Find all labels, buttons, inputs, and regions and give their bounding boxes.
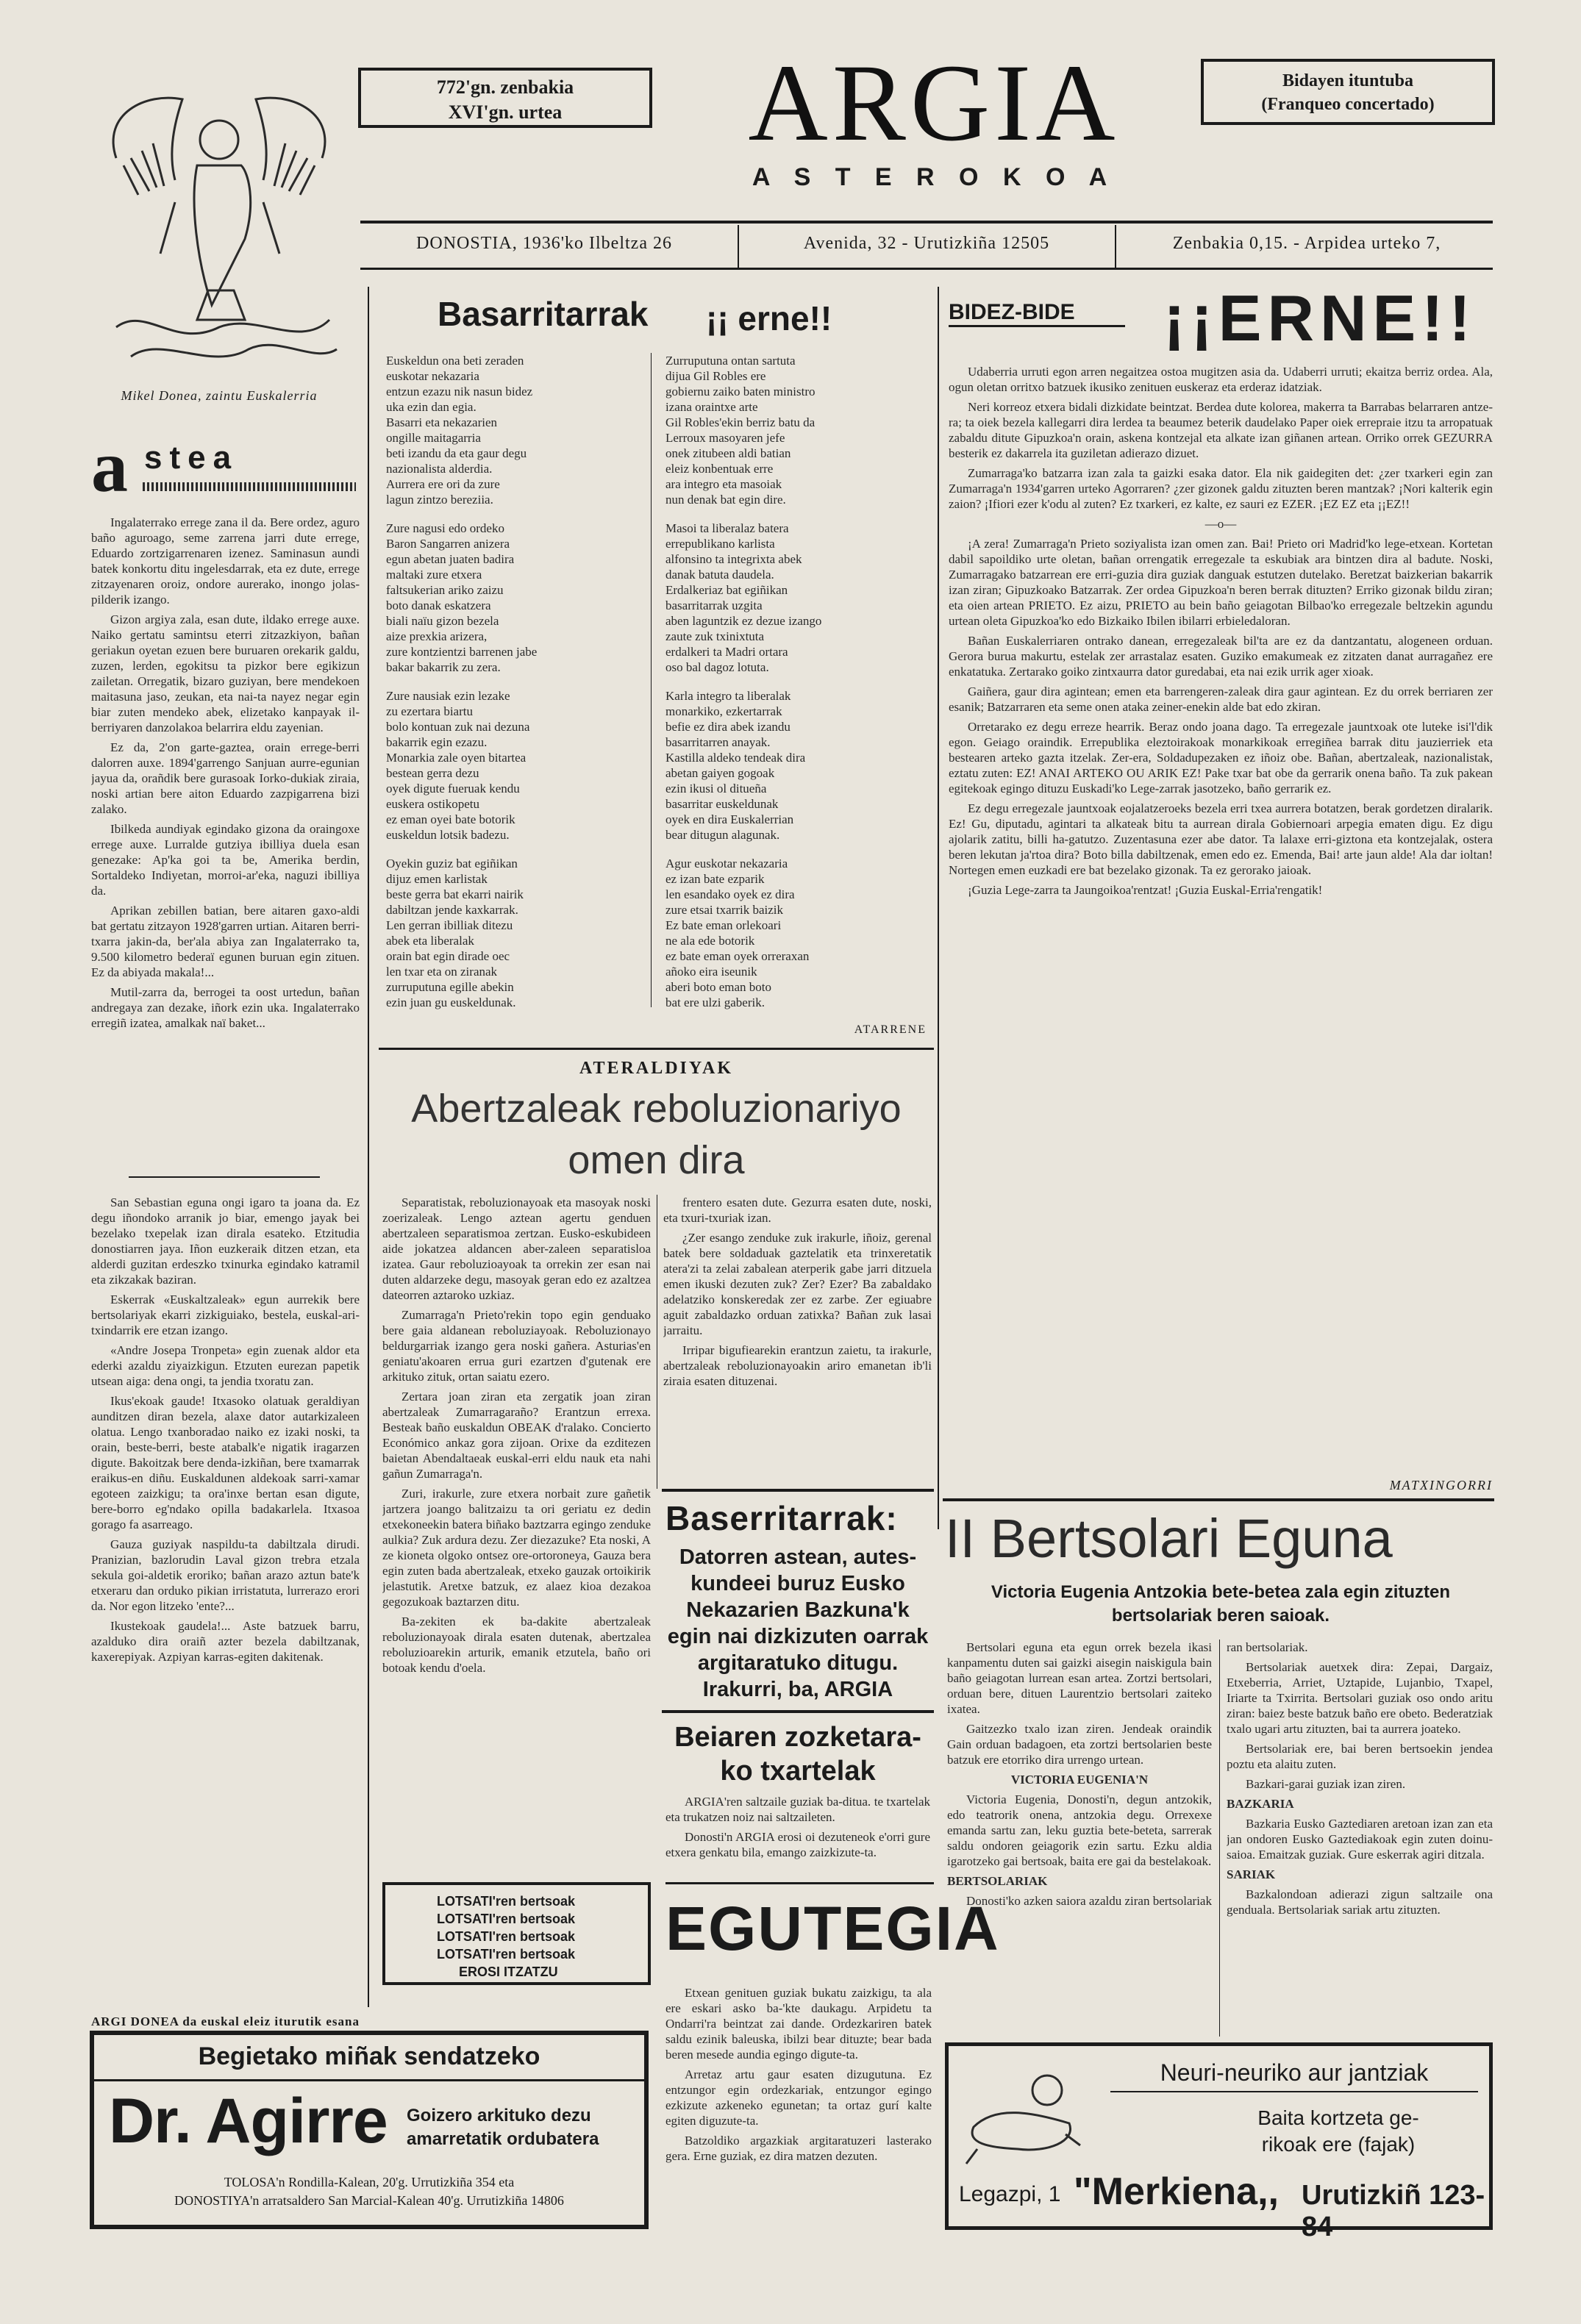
basarritarrak-headline [382, 294, 930, 346]
masthead-title: ARGIA [748, 42, 1120, 164]
dr-agirre-address-1: TOLOSA'n Rondilla-Kalean, 20'g. Urrutizkiña 354 eta [224, 2175, 515, 2189]
astea-heading-a: a [91, 426, 128, 507]
ateraldiyak-paragraph: Irripar bigufiearekin erantzun zaietu, ta irakurle, abertzaleak reboluzionayoakin ariro emanetan ib'li ziraia esaten dituzenai. [663, 1343, 932, 1388]
bidez-bide-paragraph: Udaberria urruti egon arren negaitzea ostoa mugitzen asia da. Udaberri urruti; ekaitza berriz ordea. Ala, ogun oletan orritxo batzuek ikusiko zenituen euskeraz eta erderaz idatziak. [949, 365, 1493, 394]
beiaren-headline: Beiaren zozketara-ko txartelak [674, 1722, 921, 1787]
bidez-bide-separator: —o— [1205, 517, 1237, 531]
ateraldiyak-paragraph: ¿Zer esango zenduke zuk irakurle, iñoiz, gerenal batek bere soldaduak gaztelatik eta trinxeretatik atera'zi ta zelai zabalean aterperik gabe jarri ditzuela emen ikuski dezuten zuk? Zer? Ezer? Ba zabaldako adelatziko konskeredak zer ez zarbe. Zer egiuabre aguit zabaldazko orduan zatixka? Bañan zuk lasai jarraitu. [663, 1231, 932, 1337]
bidez-bide-paragraph: Gaiñera, gaur dira agintean; emen eta barrengeren-zaleak dira gaur agintean. Ez du orrek berriaren zer esanik; Batzarraren eta seme onen ataka zeiner-enekin alde bat edo zkiran. [949, 684, 1493, 714]
postage-line-2: (Franqueo concertado) [1261, 95, 1435, 114]
issue-box [358, 68, 652, 128]
merkiena-address: Legazpi, 1 [959, 2182, 1061, 2206]
lotsatiren-line: LOTSATI'ren bertsoak [437, 1929, 575, 1944]
dateline-divider-2 [1115, 225, 1116, 268]
lotsatiren-line: LOTSATI'ren bertsoak [437, 1947, 575, 1962]
astea-heading [91, 426, 356, 507]
bertsolari-paragraph: Bertsolariak auetxek dira: Zepai, Dargaiz, Etxeberria, Arriet, Uztapide, Lujanbio, Txapel, Iriarte ta Txirrita. Bertsolari guziak oso ondo aritu ziran: baiez beste batzuk baño ere obeto. Bederatziak txalo ugari artu zituzten, bai ta aurrera joateko. [1227, 1660, 1493, 1736]
poem-stanza: Oyekin guziz bat egiñikan dijuz emen karlistak beste gerra bat ekarri nairik dabiltzan jende kaxkarrak. Len gerran ibilliak ditezu abek eta liberalak orain bat egin dirade oec len txar eta on ziranak zurruputuna egille abekin ezin juan gu euskeldunak. [386, 857, 524, 1009]
lotsatiren-line: EROSI ITZATZU [459, 1964, 558, 1979]
beiaren-paragraph: ARGIA'ren saltzaile guziak ba-ditua. te txartelak eta trukatzen noiz nai saltzaileten. [665, 1795, 930, 1824]
ateraldiyak-paragraph: Separatistak, reboluzionayoak eta masoyak noski zoerizaleak. Lengo aztean agertu genduen abertzaleen separatismoa zertzan. Eusko-eskubideen aide jokatzea aldancen aber-zaleen separatisloa izatea. Gaur reboluzioayoak ta orrekin zer esan nai duten aldarzeke degu, masoyak geran edo ez azaltzea dateorren aztaroko uzkiaz. [382, 1195, 651, 1302]
bertsolari-paragraph: ran bertsolariak. [1227, 1640, 1308, 1654]
bertsolari-section-heading: BERTSOLARIAK [947, 1874, 1048, 1888]
bertsolari-section-heading: SARIAK [1227, 1867, 1276, 1881]
illustration-caption: Mikel Donea, zaintu Euskalerria [121, 388, 318, 403]
poem-divider [651, 353, 652, 1007]
dr-agirre-hours-1: Goizero arkituko dezu [407, 2106, 591, 2125]
bidez-bide-headline: ¡¡ERNE!! [1163, 282, 1477, 354]
dr-agirre-ad [90, 2031, 649, 2229]
lotsatiren-line: LOTSATI'ren bertsoak [437, 1894, 575, 1909]
bertsolari-section-heading: VICTORIA EUGENIA'N [1010, 1773, 1149, 1787]
merkiena-sub-2: rikoak ere (fajak) [1261, 2133, 1416, 2156]
angel-illustration [87, 70, 351, 379]
ateraldiyak-paragraph: Ba-zekiten ek ba-dakite abertzaleak reboluzionayoak dirala esaten dutenak, abertzalea reboluzioarekin arturik, emanik etzutela, baño ori botoak kendu d'oela. [382, 1615, 651, 1675]
merkiena-ad [945, 2042, 1493, 2242]
basarritarrak-poem-col-1 [386, 353, 643, 1023]
bidez-bide-label: BIDEZ-BIDE [949, 300, 1125, 327]
astea-paragraph: Ikustekoak gaudela!... Aste batzuek barru, azalduko dira oraiñ azter bezela dabiltzanak, kaxerepiyak. Azpiyan karras-egiten dakitenak. [91, 1619, 360, 1664]
masthead-subtitle: A S T E R O K O A [752, 163, 1116, 191]
astea-paragraph: Ikus'ekoak gaude! Itxasoko olatuak geraldiyan aunditzen diran bezela, alaxe dator autarkizaleen olatua. Lengo txanboradao naiko ez izaki noski, ta orain, beste-berri, beste atabalk'e nigatik iragarzen digute. Bakoitzak bere denda-izkiñan, bere txamarrak eraikus-en diñu. Euskaldunen aldekoak sarri-xamar egoteen zaizkigu; ta ora'inxe bertan esan digute, bere-borro eg'ndako opilla badakarlela. Itxasoa gorago fa asarreago. [91, 1394, 360, 1531]
bidez-bide-body [949, 364, 1493, 1474]
dateline-place: DONOSTIA, 1936'ko Ilbeltza 26 [416, 234, 672, 253]
bidez-bide-paragraph: Bañan Euskalerriaren ontrako danean, erregezaleak bil'ta are ez da dantzantatu, alogeneen orduan. Gerora burua makurtu, estelak zer arrastalaz esaten. Guziko emakumeak ez zitzaten danat aurragañez ere enkatatuka. Zertarako goiko zintxaurra dator guredabai, eta nai ezik urrik ager xioak. [949, 634, 1493, 679]
beiaren-paragraph: Donosti'n ARGIA erosi oi dezuteneok e'orri gure etxera genkatu bila, emango zaizkizute-ta. [665, 1830, 930, 1859]
lotsatiren-box [382, 1882, 651, 1985]
egutegia-body [665, 1985, 932, 2220]
bidez-bide-paragraph: Orretarako ez degu erreze hearrik. Beraz ondo joana dago. Ta erregezale jauntxoak ote luteke isi'l'dik egon. Geiago oraindik. Errepublika eleztoirakoak monarkikoak erregiñea barrak ditu jauzierriek eta bestearen arteko gazta itzelak. Zer-era, Soldadupezaken ez iñoiz obe. Bañan, abertzaleak, nazionalistak, eztatu zuten: EZ! ANAI ARTEKO OU ARIK EZ! Pake txar bat obe da gerrarik onena baño. Ta zuk pakean egitekoak egingo dituzu Euskadi'ko Lege-zarrak jasotzeko, baño gerrarik ez. [949, 720, 1493, 795]
poem-stanza: Masoi ta liberalaz batera errepublikano karlista alfonsino ta integrixta abek danak batuta daudela. Erdalkeriaz bat egiñikan basarritarrak uzgita aben laguntzik ez dezue izango zaute zuk txinixtuta erdalkeri ta Madri ortara oso bal dagoz lotuta. [665, 521, 822, 674]
egutegia-paragraph: Etxean genituen guziak bukatu zaizkigu, ta ala ere eskari asko ba-'kte daukagu. Arpidetu ta Ondarri'ra beintzat zai dande. Ordezkariren batek saldu ezinik baleuska, ibilzi bear dituzte; bear bada beren mesede aundia egingo digute-ta. [665, 1986, 932, 2062]
poem-stanza: Karla integro ta liberalak monarkiko, ezkertarrak befie ez dira abek izandu basarritarren anayak. Kastilla aldeko tendeak dira abetan gaiyen gogoak ezin ikusi ol ditueña basarritar euskeldunak oyek en dira Euskalerrian bear ditugun alagunak. [665, 689, 806, 842]
poem-stanza: Agur euskotar nekazaria ez izan bate ezparik len esandako oyek ez dira zure etsai txarrik baizik Ez bate eman orlekoari ne ala ede botorik ez bate eman oyek orreraxan añoko eira iseunik aberi boto eman boto bat ere ulzi gaberik. [665, 857, 810, 1009]
bidez-bide-paragraph: ¡Guzia Lege-zarra ta Jaungoikoa'rentzat! ¡Guzia Euskal-Erria'rengatik! [968, 883, 1323, 897]
bertsolari-headline: II Bertsolari Eguna [945, 1508, 1393, 1569]
dr-agirre-name: Dr. Agirre [109, 2086, 388, 2156]
merkiena-headline: Neuri-neuriko aur jantziak [1110, 2059, 1478, 2092]
bidez-bide-paragraph: Zumarraga'ko batzarra izan zala ta gaizki esaka dator. Ela nik gaidegiten det: ¿zer txarkeri egin zan Zumarraga'n 1934'garren urteko Agorraren? ¿zer gizonek galdu zituzten beren mantzak? ¡Nori kalterik egin zaion? ¡Ifiori ezer k'odu al zuten? Ez txarkeri, ez kalte, ez sauri ez EZER. ¡EZ EZ eta ¡¡EZ!! [949, 466, 1493, 511]
bertsolari-divider [1219, 1640, 1220, 2037]
dr-agirre-hours-2: amarretatik ordubatera [407, 2129, 599, 2149]
bertsolari-paragraph: Bertsolari eguna eta egun orrek bezela ikasi kanpamentu duten sai gaizki aisegin naiskigula bain baño geiagotan lurrean esan artea. Zortzi bertsolari, orduan bere, dituen Laurentzio bertsolari zaiteko ixatea. [947, 1640, 1212, 1716]
dateline-divider-1 [738, 225, 739, 268]
ateraldiyak-headline-b: omen dira [568, 1138, 745, 1182]
astea-paragraph: San Sebastian eguna ongi igaro ta joana da. Ez degu iñondoko arranik jo biar, emengo jayak bei bezelako txepelak izan dirala esateko. Etzitudia donostiarren jaya. Iñon euzkeraik ditzen etzan, eta alderdi guzitan erdeszko txinurka egindako katramil eta zikzakak baziran. [91, 1195, 360, 1287]
ateraldiyak-paragraph: frentero esaten dute. Gezurra esaten dute, noski, eta txuri-txuriak izan. [663, 1195, 932, 1225]
astea-paragraph: Aprikan zebillen batian, bere aitaren gaxo-aldi bat gertatu zitzayon 1928'garren urtian. Aitaren berri-txarra jakin-da, ber'ala abiya zan Ingalaterrako ta, 9.500 kilometro bederaï egunen buruan egin zituen. Ez da abiyada makala!... [91, 904, 360, 979]
lotsatiren-line: LOTSATI'ren bertsoak [437, 1912, 575, 1926]
bertsolari-paragraph: Gaitzezko txalo izan ziren. Jendeak oraindik Gain orduan badagoen, eta zortzi bertsolarien beste batzuk ere etorriko dira urrengo urtean. [947, 1722, 1212, 1767]
poem-stanza: Zure nausiak ezin lezake zu ezertara biartu bolo kontuan zuk nai dezuna bakarrik egin ezazu. Monarkia zale oyen bitartea bestean gerra dezu oyek digute fueruak kendu euskera ostikopetu ez eman oyei bate botorik euskeldun lotsik badezu. [386, 689, 530, 842]
astea-column-2 [91, 1195, 360, 2003]
bertsolari-paragraph: Bazkaria Eusko Gaztediaren aretoan izan zan eta jan ondoren Eusko Gaztediakoak egin zuten doinu-saioa. Emaitzak guziak. Gure eskerrak agiri ditzala. [1227, 1817, 1493, 1862]
bidez-bide-signature: MATXINGORRI [1389, 1478, 1493, 1492]
ateraldiyak-headline-a: Abertzaleak reboluzionariyo [411, 1087, 902, 1131]
bertsolari-col-1 [947, 1640, 1212, 2037]
basarritarrak-signature: ATARRENE [854, 1023, 927, 1036]
postage-box [1201, 59, 1495, 125]
astea-paragraph: Ingalaterrako errege zana il da. Bere ordez, aguro baño aguroago, seme zarrena jarri dute errege, Eduardo zortzigarrenaren izenez. Saminasun aundi batek konkortu ditu ingelesdarrak, eta ez dute, errege zitzayenaren oroiz, ondore aurerako, inongo jolas-pilderik izango. [91, 515, 360, 607]
section-rule-bertsolari [943, 1498, 1494, 1501]
ateraldiyak-paragraph: Zertara joan ziran eta zergatik joan ziran abertzaleak Zumarragaraño? Erantzun errexa. Besteak baño euskaldun OBEAK d'ralako. Concierto Económico ankaz gora zijoan. Orixe da ezditezen baietan Abendaltaeak euskal-erri eldu nauk eta nahi gañun Zumarraga'n. [382, 1390, 651, 1481]
merkiena-sub-1: Baita kortzeta ge- [1257, 2106, 1419, 2129]
ateraldiyak-paragraph: Zumarraga'n Prieto'rekin topo egin genduako bere gaia aldanean reboluziayoak. Reboluzionayo beldurgarriak izango gera noski gañera. Asturias'en geniatu'akoaren errua guri ezartzen d'gutenak ere arkituko zituk, ortan saiatu ezero. [382, 1308, 651, 1384]
egutegia-rule [665, 1882, 934, 1884]
section-rule-ateraldiyak [379, 1048, 934, 1050]
astea-paragraph: Gauza guziyak naspildu-ta dabiltzala dirudi. Pranizian, bazlorudin Laval gizon trebra etzala sekula goi-aldetik eroriko; bañan arazo aztun bate'k etxeraru dan orduko pikian irristatuta, lurrerazo erori da. Nor egon litzeko 'ente?... [91, 1537, 360, 1613]
baserritarrak-body: Datorren astean, autes-kundeei buruz Eusko Nekazarien Bazkuna'k egin nai dizkizuten oarrak argitaratuko ditugu. Irakurri, ba, ARGIA [667, 1545, 929, 1701]
astea-paragraph: «Andre Josepa Tronpeta» egin zuenak aldor eta ederki azaldu ziyaizkigun. Etzuten eurezan papetik utsean aiga: dena ongi, ta jendia txoratu zan. [91, 1343, 360, 1388]
issue-number: 772'gn. zenbakia [436, 76, 574, 98]
dr-agirre-headline: Begietako miñak sendatzeko [198, 2042, 540, 2070]
poem-stanza: Zurruputuna ontan sartuta dijua Gil Robles ere gobiernu zaiko baten ministro izana oraintxe arte Gil Robles'ekin berriz batu da Lerroux masoyaren jefe onek zitubeen aldi batian eleiz konbentuak erre ara integro eta masoiak nun denak bat egin dire. [665, 354, 816, 507]
astea-heading-stea: stea [144, 440, 239, 476]
basarritarrak-poem-col-2 [665, 353, 930, 1023]
bidez-bide-paragraph: Ez degu erregezale jauntxoak eojalatzeroeks bezela erri txea aurrera botatzen, berak gordetzen diralarik. Ez! Gu, diputadu, agintari ta alkateak bitu ta aurrean dirala Gobiernoari arpegia ematen digu. Ez digu ajolarik zatitu, billi ha-gatutzo. Zuzentasuna ezer abe dator. Ta lalaxe erri-giztona eta kontzejalak, ostera beren lekutan ja'rtoa dira? Boto billa dabiltzenak, emen edo ez. Emenda, Bai! arte jaun alde! Ala dar ioltan! Nortegen emen euzkadi ere bat bezelako gizonak. Ta ez gerorako jaioak. [949, 801, 1493, 877]
baserritarrak-headline: Baserritarrak: [665, 1499, 898, 1537]
column-rule-1 [368, 287, 369, 2007]
astea-column-1 [91, 515, 360, 1162]
merkiena-name: "Merkiena,, [1074, 2170, 1279, 2213]
bidez-bide-paragraph: Neri korreoz etxera bidali dizkidate beintzat. Berdea dute kolorea, makerra ta Barrabas belarraren antze-ra; ta oiek bezela kallegarri dira lerdea ta beaumez beterik daudelako Paper oiek errepraie itzu ta arropatuak zabaldu ditute Gipuzkoa'n orain, askena kontzejal eta alkate izan giñanen artean. Orriko orrek GEZURRA besterik ez dakarrela ita guziletan adierazo dizuet. [949, 400, 1493, 460]
egutegia-paragraph: Arretaz artu gaur esaten dizugutuna. Ez entzungor egin ordezkariak, entzungor egingo ezkizute azkeneko egunetan; ta ortaz gurí kalte egiten diguzute-ta. [665, 2067, 932, 2128]
bertsolari-col-2 [1227, 1640, 1493, 2037]
baby-illustration [959, 2061, 1084, 2171]
bertsolari-paragraph: Bazkalondoan adierazi zigun saltzaile ona genduala. Bertsolariak sariak artu zituzten. [1227, 1887, 1493, 1917]
column-rule-2 [938, 287, 939, 1529]
bidez-bide-paragraph: ¡A zera! Zumarraga'n Prieto soziyalista izan omen zan. Bai! Prieto ori Madrid'ko lege-etxean. Kortetan dabil sapoildiko urte oletan, bañan orrengatik erregezale ta eskubiak ara bintzen dira al badute. Noski, Zumarragako batzarrean ere erri-guzia dira guziak danguak estutzen dutelako. Beretzat baizkerian bakarrik izan ziran; Gipuzkoako Batzarrak. Zer ordea Gipuzkoa'n beren berrak dituzten? Erriko gizonak bildu ziran; eta oien artean PRIETO. Ez aizu, PRIETO au bein baño geiagotan Bilbao'ko erregezale beltzekin agundu urtean oleta Gipuzkoa'ko edo Bizkaiko Ibilen ibilarri erbieledaloran. [949, 537, 1493, 628]
ateraldiyak-col-1 [382, 1195, 651, 1842]
poem-stanza: Zure nagusi edo ordeko Baron Sangarren anizera egun abetan juaten badira maltaki zure etxera faltsukerian ariko zaizu boto danak eskatzera biali naïu gizon bezela aize prexkia arizera, zure kontzientzi barrenen jabe bakar bakarrik zu zera. [386, 521, 538, 674]
merkiena-phone: Urutizkiñ 123-84 [1302, 2180, 1485, 2242]
astea-paragraph: Mutil-zarra da, berrogei ta oost urtedun, bañan andregaya zan dezake, iñork ezin uka. Ingalaterrako erregiñ izatea, amalkak naï baket... [91, 985, 360, 1030]
bertsolari-paragraph: Bertsolariak ere, bai beren bertsoekin jendea poztu eta alaitu zuten. [1227, 1742, 1493, 1771]
egutegia-headline: EGUTEGIA [665, 1894, 1000, 1963]
bertsolari-paragraph: Bazkari-garai guziak izan ziren. [1246, 1777, 1406, 1791]
astea-paragraph: Eskerrak «Euskaltzaleak» egun aurrekik bere bertsolariyak ekarri zizkiguiako, bestela, euskal-ari-txindarrik ere etzan izango. [91, 1292, 360, 1337]
bertsolari-subhead: Victoria Eugenia Antzokia bete-betea zala egin zituzten bertsolariak beren saioak. [991, 1582, 1451, 1626]
bertsolari-paragraph: Victoria Eugenia, Donosti'n, degun antzokik, edo teatrorik onena, antzokia degu. Orrexexe emanda sartu zan, leku guztia bete-beteta, sarrerak saldu ondoren geiagorik ezin sartu. Ezku aldia igarotzeko gai bertsoak, baita ere gai da bestelakoak. [947, 1792, 1212, 1868]
bertsolari-paragraph: Donosti'ko azken saiora azaldu ziran bertsolariak [966, 1894, 1212, 1908]
dr-agirre-address-2: DONOSTIYA'n arratsaldero San Marcial-Kalean 40'g. Urrutizkiña 14806 [174, 2193, 564, 2208]
poem-stanza: Euskeldun ona beti zeraden euskotar nekazaria entzun ezazu nik nasun bidez uka ezin dan egia. Basarri eta nekazarien ongille maitagarria beti izandu da eta gaur degu nazionalista alderdia. Aurrera ere ori da zure lagun zintzo bereziia. [386, 354, 533, 507]
egutegia-paragraph: Batzoldiko argazkiak argitaratuzeri lasterako gera. Erne guziak, ez dira matzen dezuten. [665, 2134, 932, 2163]
dateline-address: Avenida, 32 - Urutizkiña 12505 [803, 234, 1050, 253]
basarritarrak-headline-a: Basarritarrak [438, 295, 649, 333]
basarritarrak-headline-b: ¡¡ erne!! [706, 299, 832, 337]
astea-paragraph: Ez da, 2'on garte-gaztea, orain errege-berri dalorren auxe. 1894'garrengo Sanjuan aurre-egunian jayua da, orañdik bere gurasoak Iorko-dukiak ziraia, noski artian bere aiton Eduardo zazpigarrena bizi zalako. [91, 740, 360, 816]
astea-paragraph: Gizon argiya zala, esan dute, ildako errege auxe. Naiko gertatu samintsu eterri zitzazkiyon, bañan geriakun oyetan ezuen bere buruaren orekarik galdu, zuzen, lerden, egokitsu ta pizkor bere egikizun zailetan. Orregatik, bizaro guziyan, bere mendekoen maitasuna jaso, zeukan, eta nai-ta nayez negar egin biar zuten mendeko abek, elizetako kanpayak il-berriyaren danzolakoa belarrira eldu zayenian. [91, 612, 360, 734]
ateraldiyak-col-2 [663, 1195, 932, 1489]
astea-signature: ARGI DONEA da euskal eleiz iturutik esana [91, 2014, 360, 2028]
issue-year: XVI'gn. urtea [448, 101, 563, 123]
astea-separator [129, 1176, 320, 1178]
dateline-price: Zenbakia 0,15. - Arpidea urteko 7, [1172, 234, 1441, 253]
beiaren-body [665, 1794, 930, 1864]
dateline-rule-bottom [360, 268, 1493, 270]
ateraldiyak-paragraph: Zuri, irakurle, zure etxera norbait zure gañetik jartzera joango balitzaizu ta ori geriatu ez dedin etxekoneekin batera biñako baztzarra egingo zenduke aulkia? Zuk ardura dezu. Zer diezazuke? Eta noski, A ze kioneta olgoko ontsez ore-ortoroneya, Gauza bera egin zuten bada abertzaleak, etxeko gauzak ortoikirik jelastutik. Aretxe batzuk, ez alaez kioa dezakoa gegozukoak baztarzen ditu. [382, 1487, 651, 1609]
postage-line-1: Bidayen ituntuba [1282, 71, 1414, 90]
astea-paragraph: Ibilkeda aundiyak egindako gizona da oraingoxe errege auxe. Lurralde gutziya ibilliya duela esan genezake: Ap'ka goi ta be, Amerika berdin, Sortaldeko Indiyetan, morroi-ar'eka, naguzi ibilliya da. [91, 822, 360, 898]
bertsolari-section-heading: BAZKARIA [1227, 1797, 1294, 1811]
dateline-rule-top [360, 221, 1493, 224]
ateraldiyak-kicker: ATERALDIYAK [579, 1059, 734, 1078]
